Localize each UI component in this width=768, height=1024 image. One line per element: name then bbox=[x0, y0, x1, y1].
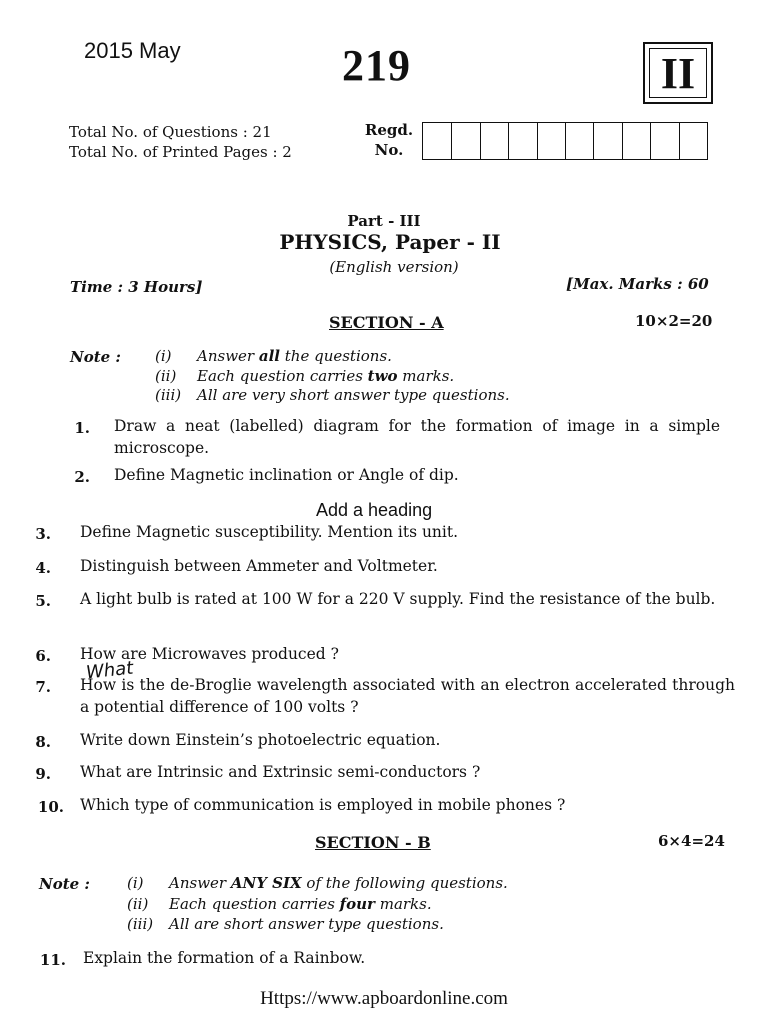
regd-digit-box bbox=[451, 123, 479, 159]
regd-digit-box bbox=[650, 123, 678, 159]
total-pages: Total No. of Printed Pages : 2 bbox=[69, 143, 292, 161]
question-text: How is the de-Broglie wavelength associated with an electron accelerated through a potential difference of 100 volts ? bbox=[80, 676, 735, 716]
question-text: What are Intrinsic and Extrinsic semi-conductors ? bbox=[80, 763, 481, 781]
question-text: Draw a neat (labelled) diagram for the formation of image in a simple microscope. bbox=[114, 417, 720, 457]
question-number: 7. bbox=[35, 678, 51, 696]
footer-url: Https://www.apboardonline.com bbox=[260, 988, 508, 1009]
section-b-note-label: Note : bbox=[39, 875, 90, 893]
question-text: How are Microwaves produced ? bbox=[80, 645, 339, 663]
question-text: Explain the formation of a Rainbow. bbox=[83, 949, 366, 967]
question-number: 3. bbox=[35, 525, 51, 543]
version-label: (English version) bbox=[329, 258, 459, 276]
paper-code: 219 bbox=[342, 41, 411, 90]
question-number: 1. bbox=[74, 419, 90, 437]
time-allowed: Time : 3 Hours] bbox=[70, 278, 203, 296]
question-text: Which type of communication is employed in mobile phones ? bbox=[80, 796, 566, 814]
regd-number-boxes bbox=[422, 122, 708, 160]
question-number: 8. bbox=[35, 733, 51, 751]
question-number: 2. bbox=[74, 468, 90, 486]
section-b-title: SECTION - B bbox=[315, 833, 431, 852]
section-a-marks: 10×2=20 bbox=[635, 312, 713, 330]
question-text: Write down Einstein’s photoelectric equation. bbox=[80, 731, 441, 749]
note-line: (i) Answer all the questions. bbox=[155, 347, 392, 365]
question-text: Define Magnetic susceptibility. Mention its unit. bbox=[80, 523, 459, 541]
note-line: (iii) All are very short answer type questions. bbox=[155, 386, 510, 404]
section-a-note-label: Note : bbox=[70, 348, 121, 366]
question-text: A light bulb is rated at 100 W for a 220 V supply. Find the resistance of the bulb. bbox=[80, 590, 716, 608]
question-text: Define Magnetic inclination or Angle of dip. bbox=[114, 466, 459, 484]
question-number: 4. bbox=[35, 559, 51, 577]
max-marks: [Max. Marks : 60 bbox=[566, 275, 709, 293]
question-number: 10. bbox=[37, 798, 64, 816]
subject-title: PHYSICS, Paper - II bbox=[279, 230, 501, 254]
regd-digit-box bbox=[679, 123, 707, 159]
question-text: Distinguish between Ammeter and Voltmeter. bbox=[80, 557, 438, 575]
total-questions: Total No. of Questions : 21 bbox=[69, 123, 272, 141]
note-line: (ii) Each question carries four marks. bbox=[127, 894, 432, 913]
paper-number-box bbox=[643, 42, 713, 104]
regd-digit-box bbox=[537, 123, 565, 159]
regd-digit-box bbox=[622, 123, 650, 159]
section-b-marks: 6×4=24 bbox=[658, 832, 725, 850]
exam-year: 2015 May bbox=[84, 38, 181, 63]
paper-number: II bbox=[649, 48, 707, 98]
question-number: 5. bbox=[35, 592, 51, 610]
note-line: (i) Answer ANY SIX of the following questions. bbox=[127, 874, 508, 892]
added-heading: Add a heading bbox=[316, 500, 433, 520]
part-label: Part - III bbox=[347, 212, 421, 230]
section-b-notes bbox=[127, 873, 508, 935]
regd-digit-box bbox=[423, 123, 451, 159]
section-a-notes bbox=[155, 347, 510, 406]
section-a-title: SECTION - A bbox=[329, 313, 444, 332]
regd-digit-box bbox=[480, 123, 508, 159]
regd-label-line2: No. bbox=[374, 141, 404, 159]
regd-digit-box bbox=[565, 123, 593, 159]
question-number: 11. bbox=[39, 951, 66, 969]
regd-digit-box bbox=[593, 123, 621, 159]
note-line: (iii) All are short answer type questions. bbox=[127, 915, 444, 933]
question-meta bbox=[69, 122, 292, 162]
handwritten-note: What bbox=[85, 657, 135, 684]
note-line: (ii) Each question carries two marks. bbox=[155, 366, 455, 385]
regd-label-line1: Regd. bbox=[364, 121, 414, 139]
regd-digit-box bbox=[508, 123, 536, 159]
question-number: 9. bbox=[35, 765, 51, 783]
regd-label bbox=[360, 120, 418, 160]
question-number: 6. bbox=[35, 647, 51, 665]
